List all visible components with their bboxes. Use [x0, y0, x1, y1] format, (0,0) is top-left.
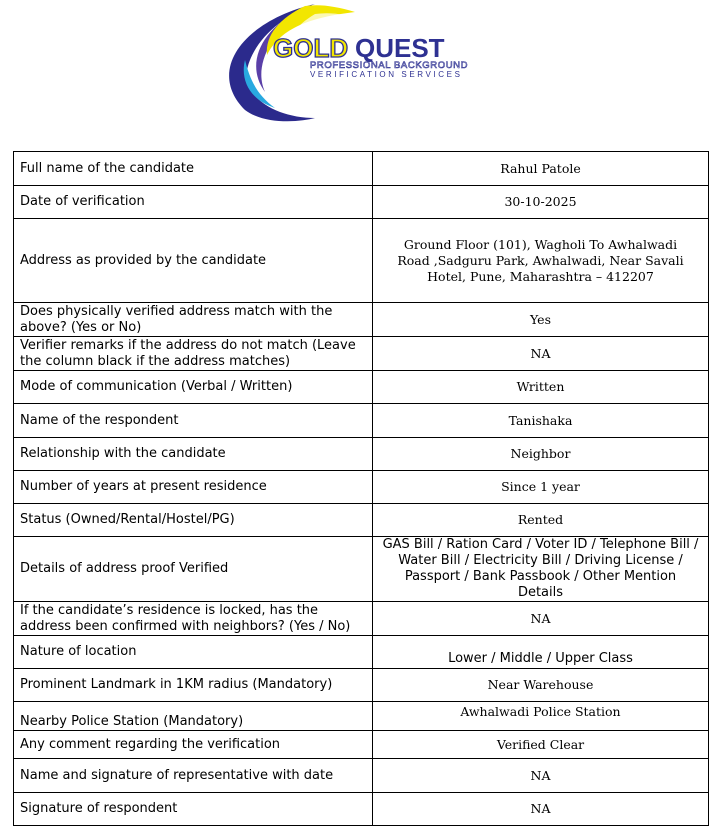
- row-answer: NA: [373, 337, 709, 371]
- row-question: Address as provided by the candidate: [14, 219, 373, 303]
- row-answer: Tanishaka: [373, 404, 709, 438]
- row-question: Full name of the candidate: [14, 152, 373, 186]
- verification-form-table: [13, 151, 709, 826]
- row-answer: GAS Bill / Ration Card / Voter ID / Telephone Bill / Water Bill / Electricity Bill / Driving License / Passport / Bank Passbook / Other Mention Details: [373, 537, 709, 602]
- table-row: [14, 636, 709, 669]
- table-row: [14, 702, 709, 731]
- table-row: [14, 602, 709, 636]
- table-row: [14, 759, 709, 793]
- row-answer: Since 1 year: [373, 471, 709, 504]
- row-question: Does physically verified address match with the above? (Yes or No): [14, 303, 373, 337]
- table-row: [14, 669, 709, 702]
- logo-tagline-2: VERIFICATION SERVICES: [310, 70, 463, 79]
- row-question: Relationship with the candidate: [14, 438, 373, 471]
- row-question: Number of years at present residence: [14, 471, 373, 504]
- table-row: [14, 303, 709, 337]
- table-row: [14, 219, 709, 303]
- row-question: Status (Owned/Rental/Hostel/PG): [14, 504, 373, 537]
- row-answer: Written: [373, 371, 709, 404]
- row-question: Signature of respondent: [14, 793, 373, 826]
- row-answer: Neighbor: [373, 438, 709, 471]
- row-answer: Yes: [373, 303, 709, 337]
- row-answer: Ground Floor (101), Wagholi To Awhalwadi Road ,Sadguru Park, Awhalwadi, Near Savali Hotel, Pune, Maharashtra – 412207: [373, 219, 709, 303]
- row-question: Prominent Landmark in 1KM radius (Mandatory): [14, 669, 373, 702]
- table-row: [14, 731, 709, 759]
- table-row: [14, 537, 709, 602]
- row-question: Nearby Police Station (Mandatory): [14, 702, 373, 731]
- row-question: Mode of communication (Verbal / Written): [14, 371, 373, 404]
- row-question: Nature of location: [14, 636, 373, 669]
- table-row: [14, 438, 709, 471]
- row-question: Date of verification: [14, 186, 373, 219]
- table-row: [14, 371, 709, 404]
- row-answer: NA: [373, 793, 709, 826]
- table-row: [14, 152, 709, 186]
- row-answer: Rented: [373, 504, 709, 537]
- table-row: [14, 471, 709, 504]
- table-row: [14, 186, 709, 219]
- row-answer: 30-10-2025: [373, 186, 709, 219]
- logo-tagline-1: PROFESSIONAL BACKGROUND: [310, 60, 469, 71]
- row-answer: Verified Clear: [373, 731, 709, 759]
- row-answer: Awhalwadi Police Station: [373, 702, 709, 731]
- row-answer: Lower / Middle / Upper Class: [373, 636, 709, 669]
- row-question: If the candidate’s residence is locked, has the address been confirmed with neighbors? (Yes / No): [14, 602, 373, 636]
- row-question: Name of the respondent: [14, 404, 373, 438]
- row-question: Any comment regarding the verification: [14, 731, 373, 759]
- row-answer: NA: [373, 602, 709, 636]
- row-question: Name and signature of representative with date: [14, 759, 373, 793]
- row-answer: Near Warehouse: [373, 669, 709, 702]
- row-question: Verifier remarks if the address do not match (Leave the column black if the address matches): [14, 337, 373, 371]
- company-logo: [205, 0, 515, 125]
- table-row: [14, 337, 709, 371]
- row-question: Details of address proof Verified: [14, 537, 373, 602]
- logo-brand-quest: QUEST: [355, 33, 445, 63]
- table-row: [14, 793, 709, 826]
- table-row: [14, 504, 709, 537]
- table-row: [14, 404, 709, 438]
- row-answer: Rahul Patole: [373, 152, 709, 186]
- row-answer: NA: [373, 759, 709, 793]
- logo-brand-gold: GOLD: [273, 33, 349, 63]
